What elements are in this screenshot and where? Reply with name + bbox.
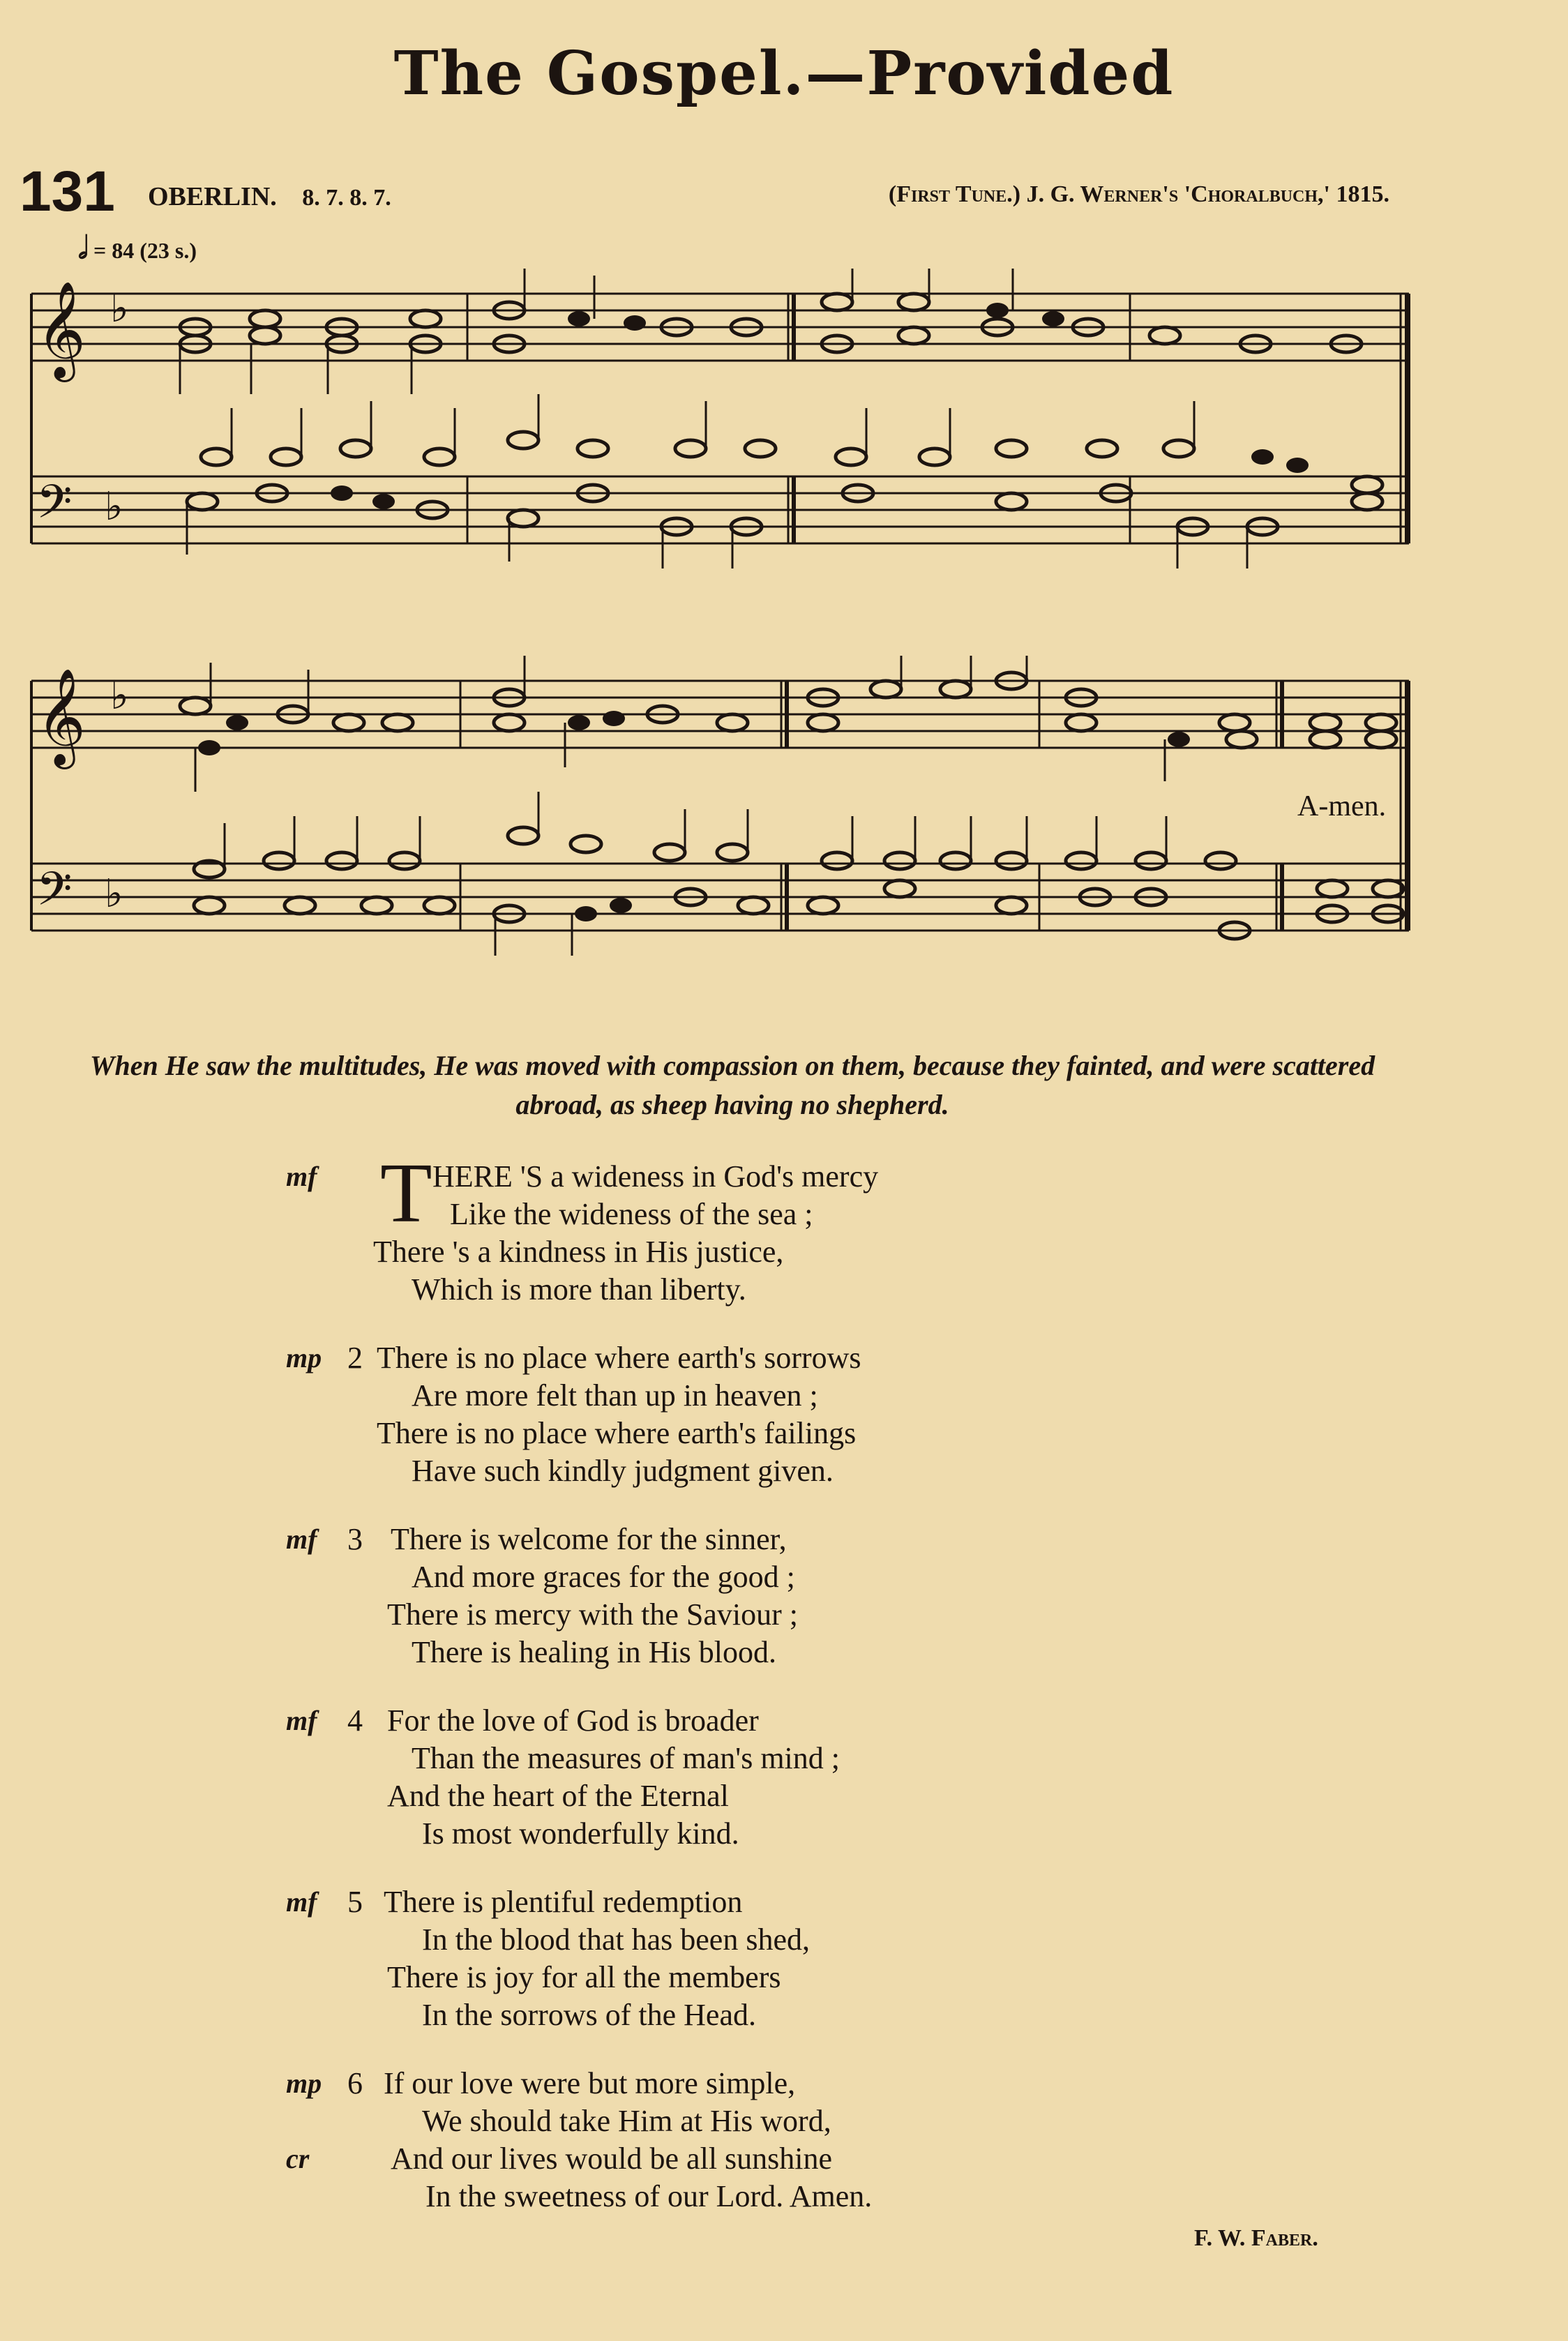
verse-line: Than the measures of man's mind ;: [412, 1741, 840, 1775]
stanza-number: 2: [347, 1341, 363, 1375]
tune-credit: (First Tune.) J. G. Werner's 'Choralbuch,' 1815.: [888, 181, 1389, 207]
svg-text:♭: ♭: [105, 871, 123, 917]
verse-line: Which is more than liberty.: [412, 1272, 746, 1307]
verse-line: And the heart of the Eternal: [387, 1779, 729, 1813]
stanza-number: 4: [347, 1703, 363, 1738]
music-system-1: [21, 269, 1416, 575]
verse-line: Have such kindly judgment given.: [412, 1454, 834, 1488]
verse-line: There is plentiful redemption: [384, 1885, 743, 1919]
svg-text:𝄞: 𝄞: [36, 668, 86, 765]
svg-text:♭: ♭: [105, 484, 123, 529]
verse-line: And more graces for the good ;: [412, 1560, 795, 1594]
svg-text:𝄢: 𝄢: [36, 475, 73, 540]
stanza-number: 3: [347, 1522, 363, 1556]
svg-text:♭: ♭: [110, 286, 129, 331]
dynamic-marking: mp: [286, 2068, 322, 2099]
svg-text:𝄢: 𝄢: [36, 862, 73, 927]
tune-meter: 8. 7. 8. 7.: [302, 185, 391, 211]
drop-cap: T: [380, 1146, 432, 1240]
hymn-number: 131: [20, 160, 115, 223]
verse-line: In the sweetness of our Lord. Amen.: [425, 2179, 873, 2213]
page-title: The Gospel.—Provided: [393, 38, 1175, 109]
stanza-number: 5: [347, 1885, 363, 1919]
tune-info: [148, 181, 1389, 212]
dynamic-marking: mf: [286, 1705, 317, 1736]
verse-line: There 's a kindness in His justice,: [373, 1235, 784, 1269]
author-credit: F. W. Faber.: [1194, 2225, 1318, 2251]
tempo-marking: [78, 230, 197, 266]
verse-line: In the blood that has been shed,: [422, 1922, 810, 1957]
verse-line: Are more felt than up in heaven ;: [412, 1378, 818, 1413]
verse-line: There is welcome for the sinner,: [391, 1522, 787, 1556]
dynamic-marking: mp: [286, 1342, 322, 1373]
verse-line: If our love were but more simple,: [384, 2066, 796, 2100]
verse-line: HERE 'S a wideness in God's mercy: [432, 1159, 879, 1194]
svg-text:♭: ♭: [110, 673, 129, 718]
verse-line: Is most wonderfully kind.: [422, 1816, 739, 1851]
treble-staff: [31, 294, 1409, 361]
verse-line: There is no place where earth's sorrows: [377, 1341, 861, 1375]
dynamic-marking: mf: [286, 1886, 317, 1918]
stanza-number: 6: [347, 2066, 363, 2100]
bass-staff: [31, 864, 1409, 931]
dynamic-marking: cr: [286, 2143, 310, 2174]
verse-line: We should take Him at His word,: [422, 2104, 831, 2138]
verse-line: There is no place where earth's failings: [377, 1416, 857, 1450]
verse-line: There is healing in His blood.: [412, 1635, 777, 1669]
scripture-epigraph: When He saw the multitudes, He was moved with compassion on them, because they fainted, and were scattered abroad, as sheep having no shepherd.: [89, 1050, 1375, 1120]
dynamic-marking: mf: [286, 1161, 317, 1192]
music-system-2: [21, 656, 1416, 963]
dynamic-marking: mf: [286, 1523, 317, 1555]
half-note-icon: 𝅗𝅥: [78, 231, 88, 265]
verse-line: There is joy for all the members: [387, 1960, 781, 1994]
amen-label: A-men.: [1297, 790, 1387, 822]
tempo-value: = 84 (23 s.): [93, 238, 197, 263]
treble-staff: [31, 681, 1409, 748]
tune-name: OBERLIN.: [148, 182, 277, 211]
verse-line: For the love of God is broader: [387, 1703, 759, 1738]
svg-text:𝄞: 𝄞: [36, 281, 86, 378]
verse-line: There is mercy with the Saviour ;: [387, 1597, 798, 1632]
verse-line: Like the wideness of the sea ;: [450, 1197, 813, 1231]
verse-line: And our lives would be all sunshine: [391, 2141, 833, 2176]
verse-line: In the sorrows of the Head.: [422, 1998, 756, 2032]
